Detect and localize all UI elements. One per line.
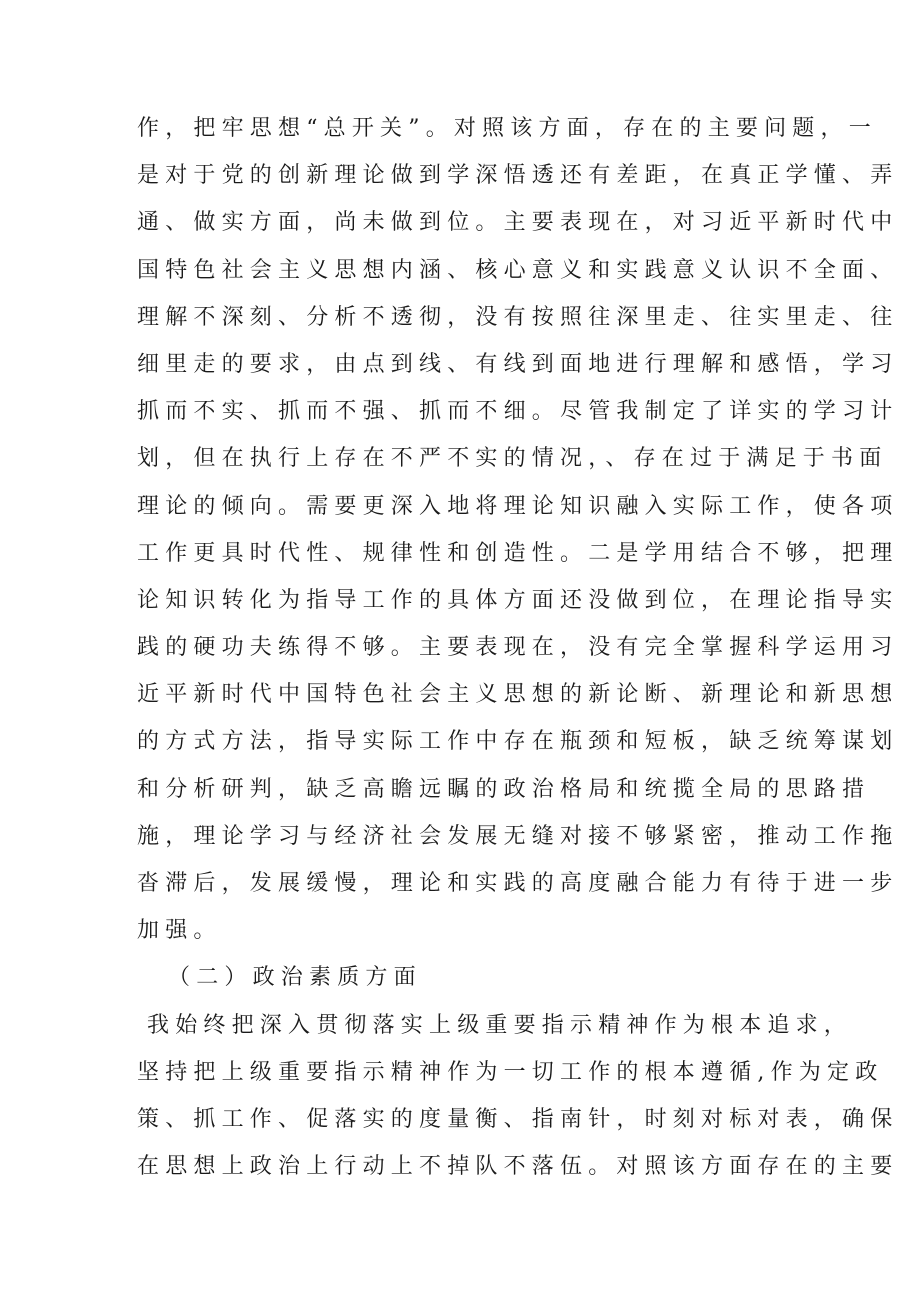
text-line: 划，但在执行上存在不严不实的情况，、存在过于满足于书面 — [137, 446, 888, 472]
text-line: 论知识转化为指导工作的具体方面还没做到位，在理论指导实 — [137, 587, 899, 613]
text-line: 国特色社会主义思想内涵、核心意义和实践意义认识不全面、 — [137, 257, 899, 283]
text-line: 理论的倾向。需要更深入地将理论知识融入实际工作，使各项 — [137, 493, 899, 519]
text-line: 工作更具时代性、规律性和创造性。二是学用结合不够，把理 — [137, 540, 899, 566]
text-line: 策、抓工作、促落实的度量衡、指南针，时刻对标对表，确保 — [137, 1106, 899, 1132]
paragraph-theory-study — [137, 105, 899, 954]
text-line: 加强。 — [137, 918, 222, 944]
text-line: 和分析研判，缺乏高瞻远瞩的政治格局和统揽全局的思路措 — [137, 776, 871, 802]
text-line: 是对于党的创新理论做到学深悟透还有差距，在真正学懂、弄 — [137, 163, 899, 189]
text-line: 沓滞后，发展缓慢，理论和实践的高度融合能力有待于进一步 — [137, 871, 899, 896]
text-line: 我始终把深入贯彻落实上级重要指示精神作为根本追求， — [147, 1012, 853, 1038]
text-line: 坚持把上级重要指示精神作为一切工作的根本遵循,作为定政 — [137, 1059, 884, 1085]
text-line: 通、做实方面，尚未做到位。主要表现在，对习近平新时代中 — [137, 210, 899, 236]
text-line: 作，把牢思想“总开关”。对照该方面，存在的主要问题，一 — [137, 116, 877, 141]
section-heading: （二）政治素质方面 — [168, 965, 422, 991]
paragraph-political-quality — [137, 1002, 899, 1191]
text-line: 在思想上政治上行动上不掉队不落伍。对照该方面存在的主要 — [137, 1154, 899, 1180]
text-line: 细里走的要求，由点到线、有线到面地进行理解和感悟，学习 — [137, 351, 899, 377]
text-line: 抓而不实、抓而不强、抓而不细。尽管我制定了详实的学习计 — [137, 399, 899, 425]
text-line: 践的硬功夫练得不够。主要表现在，没有完全掌握科学运用习 — [137, 635, 899, 661]
document-page — [137, 105, 899, 1190]
text-line: 施，理论学习与经济社会发展无缝对接不够紧密，推动工作拖 — [137, 823, 899, 849]
text-line: 理解不深刻、分析不透彻，没有按照往深里走、往实里走、往 — [137, 304, 899, 330]
text-line: 近平新时代中国特色社会主义思想的新论断、新理论和新思想 — [137, 682, 899, 708]
text-line: 的方式方法，指导实际工作中存在瓶颈和短板，缺乏统筹谋划 — [137, 729, 899, 755]
